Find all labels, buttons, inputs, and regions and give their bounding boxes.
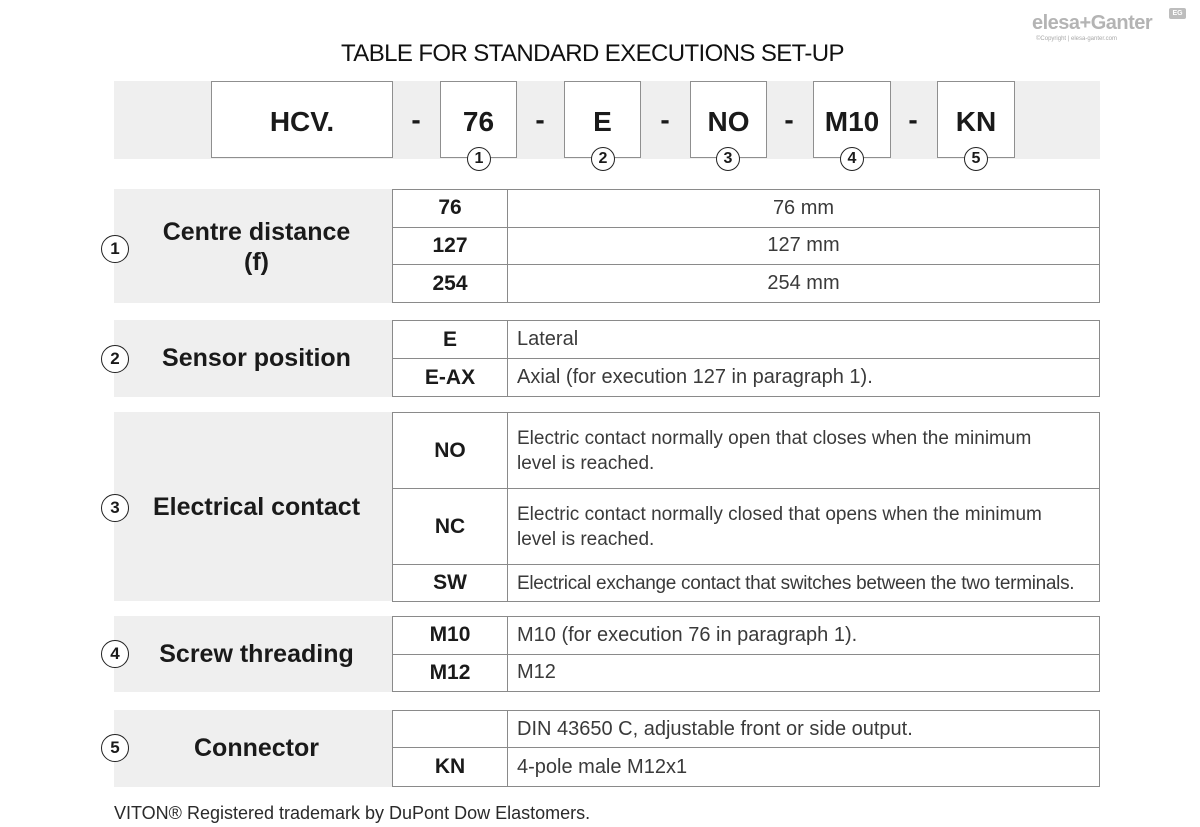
table-row	[393, 711, 1100, 748]
option-code: E-AX	[393, 359, 508, 397]
table-row	[393, 617, 1100, 655]
option-description: Electric contact normally open that closes when the minimum level is reached.	[508, 413, 1100, 489]
section-2-label: Sensor position	[162, 344, 351, 372]
option-code: 254	[393, 265, 508, 303]
option-code: KN	[393, 748, 508, 787]
code-separator: -	[784, 104, 794, 135]
section-5-number-circle: 5	[101, 734, 129, 762]
option-description: Electric contact normally closed that opens when the minimum level is reached.	[508, 489, 1100, 565]
option-code: SW	[393, 565, 508, 602]
connector-table	[392, 710, 1100, 787]
marker-5-circle: 5	[964, 147, 988, 171]
code-box-sensor-position: E	[564, 81, 641, 158]
code-box-base: HCV.	[211, 81, 393, 158]
logo-badge: EG	[1169, 8, 1186, 19]
section-2-number-circle: 2	[101, 345, 129, 373]
table-row	[393, 265, 1100, 303]
option-description: M10 (for execution 76 in paragraph 1).	[508, 617, 1100, 655]
page-title: TABLE FOR STANDARD EXECUTIONS SET-UP	[341, 40, 844, 67]
table-row	[393, 748, 1100, 787]
marker-2-circle: 2	[591, 147, 615, 171]
code-separator: -	[535, 104, 545, 135]
code-separator: -	[908, 104, 918, 135]
table-row	[393, 190, 1100, 228]
section-3-number-circle: 3	[101, 494, 129, 522]
screw-threading-table	[392, 616, 1100, 692]
table-row	[393, 654, 1100, 692]
section-3-label: Electrical contact	[152, 493, 361, 521]
option-description: 127 mm	[508, 227, 1100, 265]
centre-distance-table	[392, 189, 1100, 303]
code-box-connector: KN	[937, 81, 1015, 158]
option-description: 254 mm	[508, 265, 1100, 303]
option-description: M12	[508, 654, 1100, 692]
table-row	[393, 359, 1100, 397]
marker-4-circle: 4	[840, 147, 864, 171]
option-description: Axial (for execution 127 in paragraph 1).	[508, 359, 1100, 397]
option-code: 76	[393, 190, 508, 228]
code-box-centre-distance: 76	[440, 81, 517, 158]
option-code	[393, 711, 508, 748]
option-description: 76 mm	[508, 190, 1100, 228]
marker-3-circle: 3	[716, 147, 740, 171]
option-code: 127	[393, 227, 508, 265]
table-row	[393, 413, 1100, 489]
sensor-position-table	[392, 320, 1100, 397]
option-code: E	[393, 321, 508, 359]
option-description: Electrical exchange contact that switches between the two terminals.	[508, 565, 1100, 602]
option-description: Lateral	[508, 321, 1100, 359]
section-4-label: Screw threading	[159, 640, 354, 668]
table-row	[393, 227, 1100, 265]
logo-copyright: ©Copyright | elesa-ganter.com	[1036, 36, 1118, 42]
table-row	[393, 565, 1100, 602]
section-1-number-circle: 1	[101, 235, 129, 263]
option-code: NC	[393, 489, 508, 565]
logo-text: elesa+Ganter	[1032, 12, 1153, 34]
option-code: M12	[393, 654, 508, 692]
electrical-contact-table	[392, 412, 1100, 602]
code-box-screw-threading: M10	[813, 81, 891, 158]
section-4-number-circle: 4	[101, 640, 129, 668]
code-box-electrical-contact: NO	[690, 81, 767, 158]
table-row	[393, 489, 1100, 565]
option-description: 4-pole male M12x1	[508, 748, 1100, 787]
code-separator: -	[660, 104, 670, 135]
trademark-note: VITON® Registered trademark by DuPont Dow Elastomers.	[114, 803, 591, 823]
option-description: DIN 43650 C, adjustable front or side output.	[508, 711, 1100, 748]
marker-1-circle: 1	[467, 147, 491, 171]
option-code: NO	[393, 413, 508, 489]
option-code: M10	[393, 617, 508, 655]
section-1-label: Centre distance (f)	[162, 218, 351, 276]
code-separator: -	[411, 104, 421, 135]
table-row	[393, 321, 1100, 359]
section-5-label: Connector	[194, 734, 319, 762]
